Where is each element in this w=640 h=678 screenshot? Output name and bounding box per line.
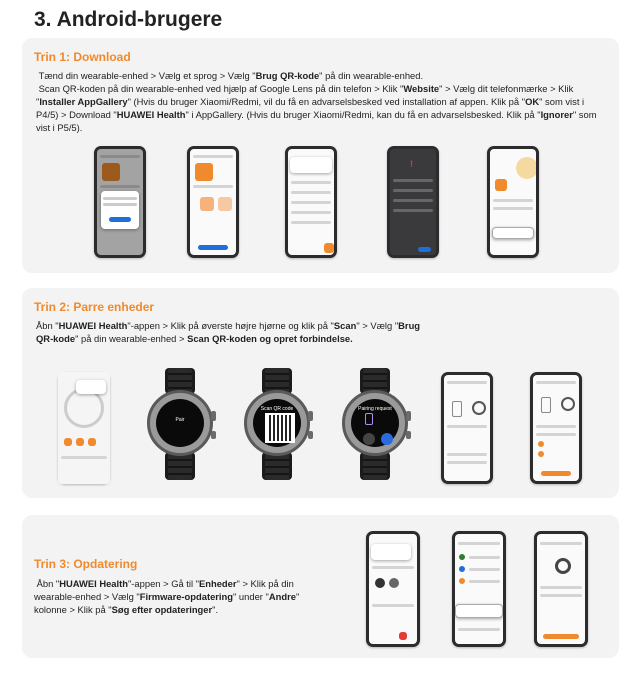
confirm-icon xyxy=(381,433,393,445)
warning-icon: ! xyxy=(410,159,413,169)
phone-screenshot-appgallery xyxy=(94,146,146,258)
phone-screenshot-ignore xyxy=(487,146,539,258)
step3-text: Åbn "HUAWEI Health"-appen > Gå til "Enheder" > Klik på din wearable-enhed > Vælg "Firmware-opdatering" under "Andre" kolonne > Klik på "Søg efter opdateringer". xyxy=(34,578,300,615)
step2-text: Åbn "HUAWEI Health"-appen > Klik på øverste højre hjørne og klik på "Scan" > Vælg "Brug QR-kode" på din wearable-enhed > Scan QR-koden og opret forbindelse. xyxy=(36,320,421,344)
watch-pairing-request: Pairing request xyxy=(335,368,415,488)
watch-qr: Scan QR code xyxy=(237,368,317,488)
step3-heading: Trin 3: Opdatering xyxy=(34,557,138,571)
phone-screenshot-health-app xyxy=(187,146,239,258)
qr-code-icon xyxy=(267,415,293,441)
watch-pair: Pair xyxy=(140,368,220,488)
step1-text: Tænd din wearable-enhed > Vælg et sprog > Vælg "Brug QR-kode" på din wearable-enhed. Scan QR-koden på din wearable-enhed ved hjælp af Google Lens på din telefon > Klik "Website" > Vælg dit telefonmærke > Klik "Installer AppGallery" (Hvis du bruger Xiaomi/Redmi, vil du få en advarselsbesked ved installation af appen. Klik på "OK" som vist i P4/5) > Download "HUAWEI Health" i AppGallery. (Hvis du bruger Xiaomi/Redmi, kan du få en advarselsbesked. Klik på "Ignorer" som vist i P5/5). xyxy=(36,70,597,133)
phone-screenshot-devices xyxy=(366,531,420,647)
phone-screenshot-paired xyxy=(530,372,582,484)
page-title: 3. Android-brugere xyxy=(34,8,223,31)
step3-card xyxy=(22,515,619,658)
phone-screenshot-firmware-update xyxy=(534,531,588,647)
phone-screenshot-browser xyxy=(285,146,337,258)
step1-heading: Trin 1: Download xyxy=(34,50,131,64)
phone-screenshot-connect xyxy=(441,372,493,484)
step1-card xyxy=(22,38,619,273)
step2-heading: Trin 2: Parre enheder xyxy=(34,300,155,314)
step2-card xyxy=(22,288,619,498)
phone-screenshot-warning xyxy=(387,146,439,258)
phone-screenshot-device-detail xyxy=(452,531,506,647)
phone-screenshot-health-scan xyxy=(58,372,110,484)
